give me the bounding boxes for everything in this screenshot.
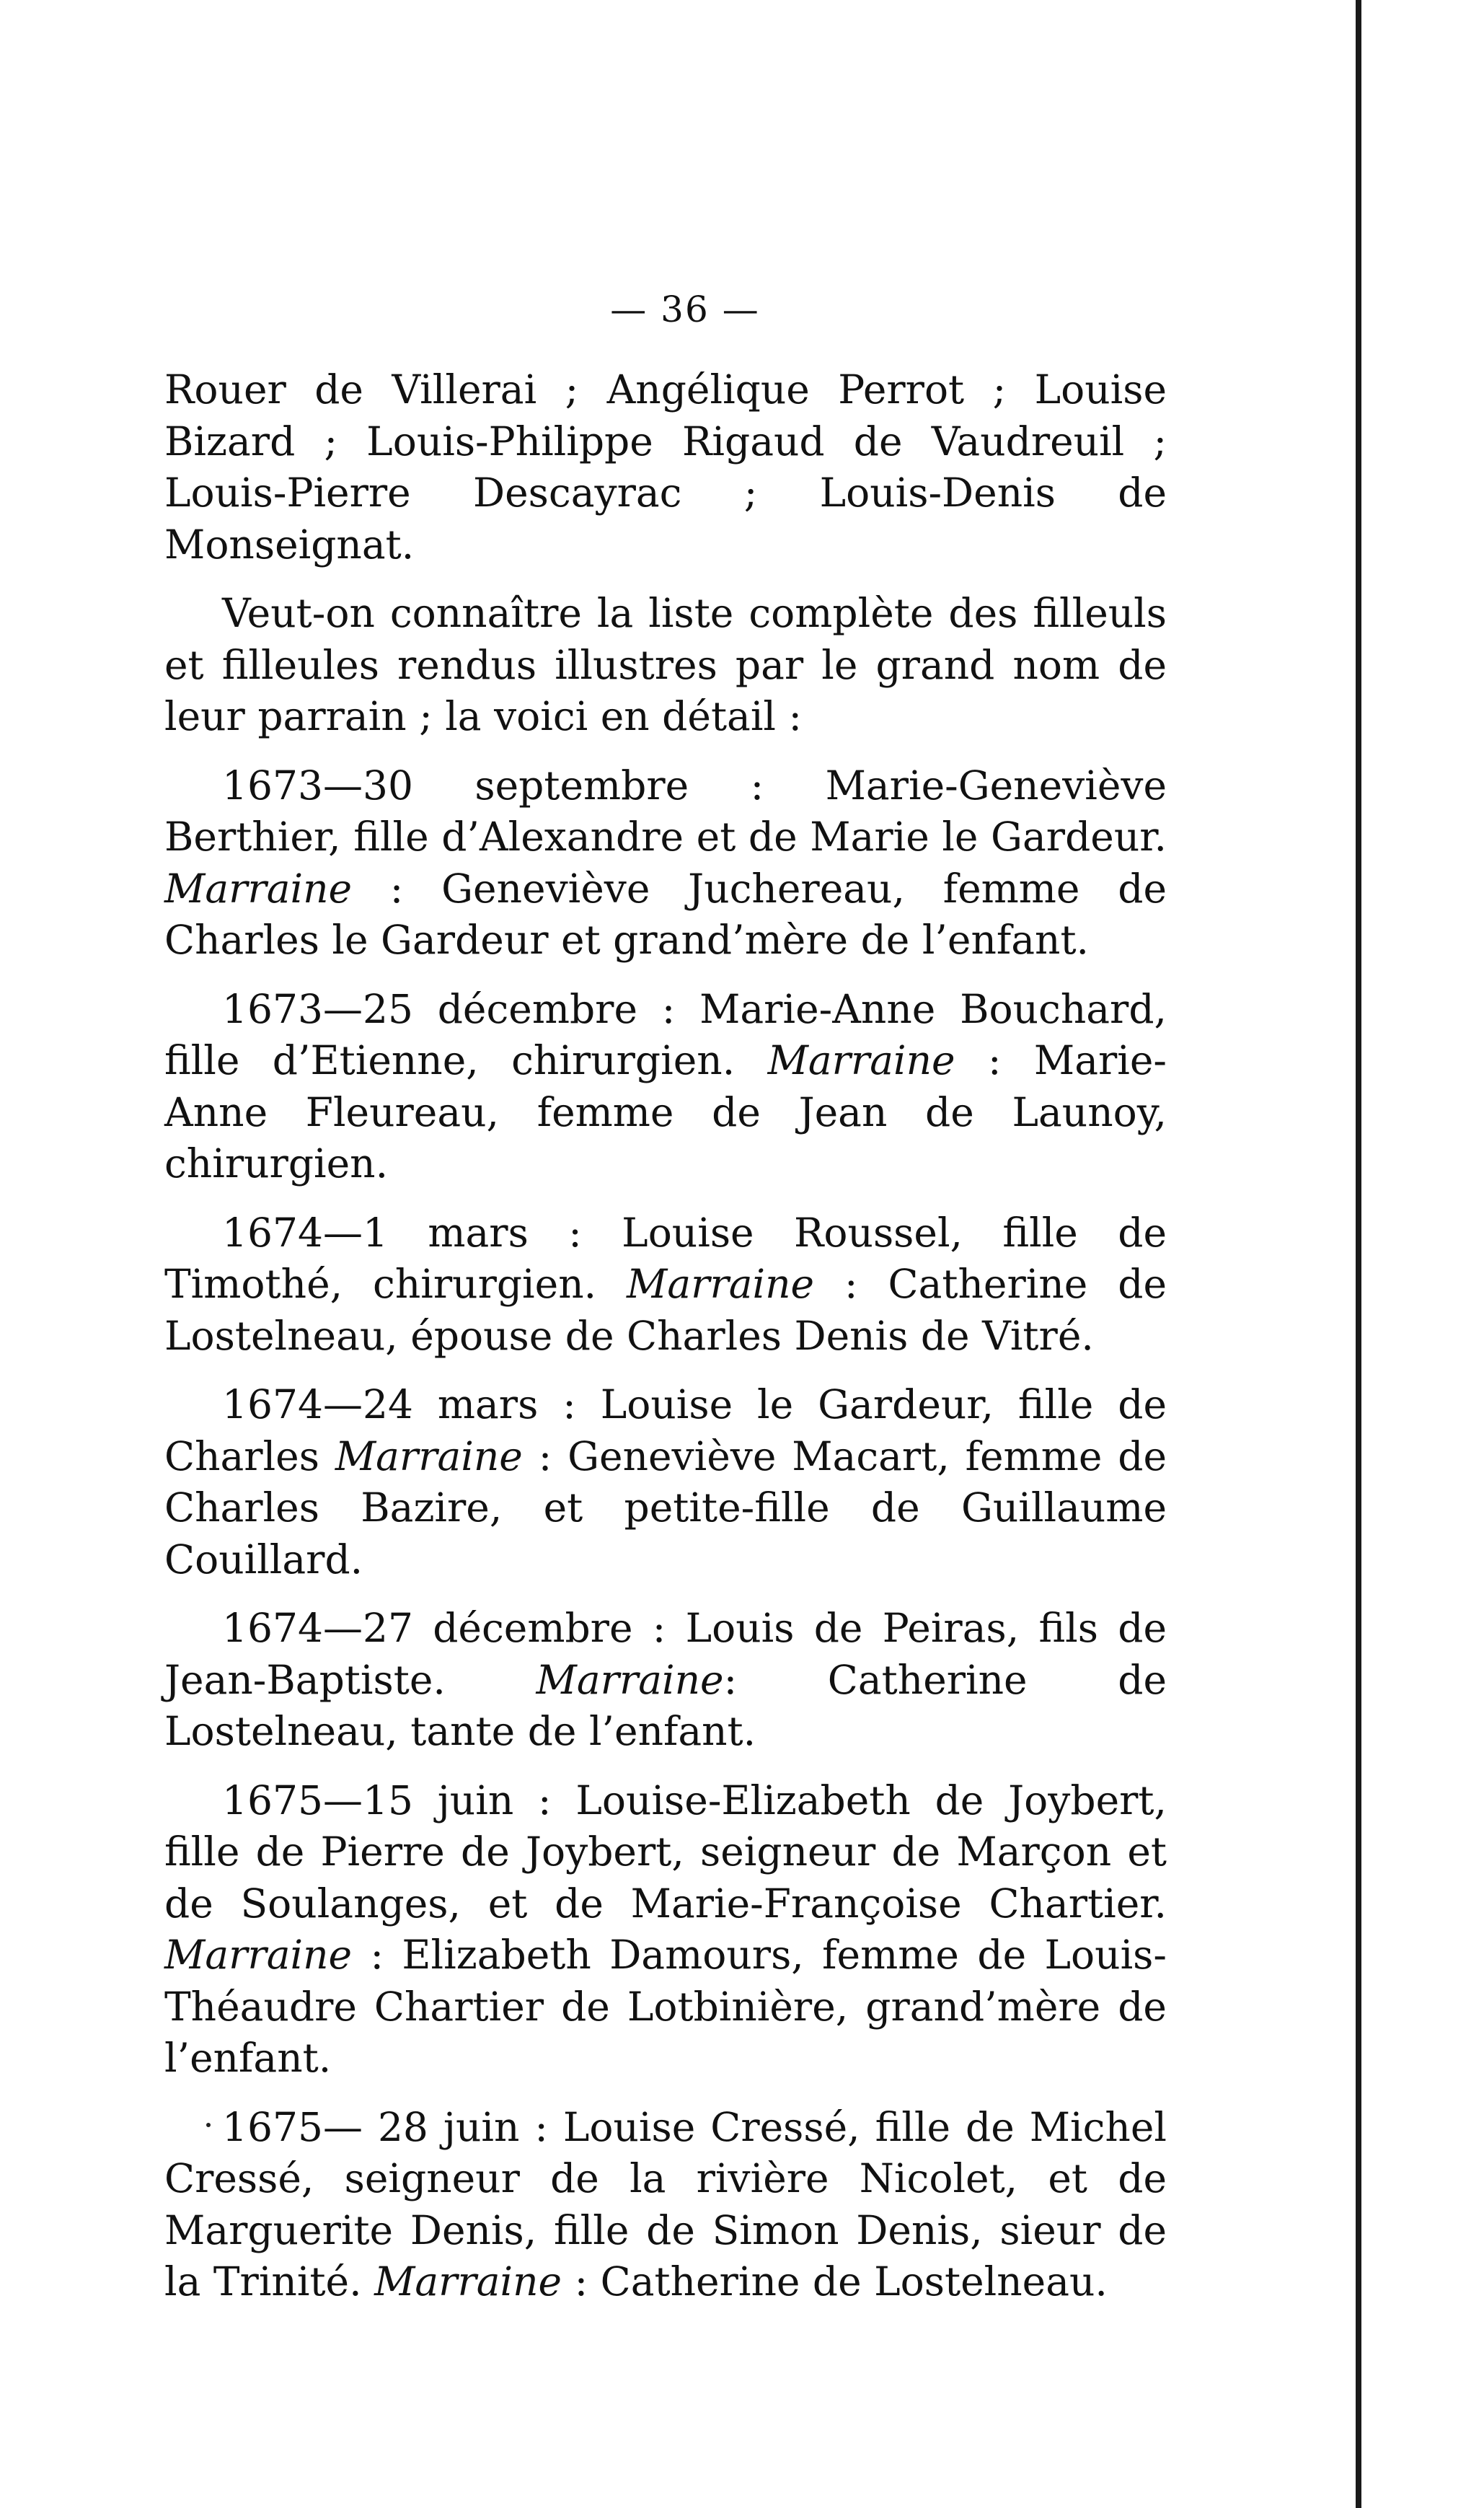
marraine-label: Marraine [536,1656,724,1703]
stray-ink-dot [206,2123,211,2127]
marraine-name: Catherine de Lostelneau, épouse de Charles Denis de Vitré. [164,1261,1167,1359]
marraine-name: Geneviève Macart, femme de Charles Bazire, et petite-fille de Guillaume Couillard. [164,1433,1167,1583]
baptism-entry: 1674—1 mars : Louise Roussel, fille de Timothé, chirurgien. Marraine : Catherine de Lostelneau, épouse de Charles Denis de Vitré. [164,1209,1167,1359]
marraine-name: Geneviève Juchereau, femme de Charles le Gardeur et grand’mère de l’enfant. [164,865,1167,963]
marraine-label: Marraine [767,1037,955,1083]
marraine-label: Marraine [164,1932,353,1978]
marraine-label: Marraine [164,865,353,912]
entry-text: Marie-Anne Bouchard, fille d’Etienne, chirurgien. [164,985,1167,1083]
entry-date: 1674—1 mars : [222,1209,582,1256]
entry-date: 1673—25 décembre : [222,985,676,1032]
marraine-label: Marraine [335,1433,523,1479]
baptism-entry: 1675—15 juin : Louise-Elizabeth de Joybert, fille de Pierre de Joybert, seigneur de Marçon et de Soulanges, et de Marie-Françoise Chartier. Marraine : Elizabeth Damours, femme de Louis-Théaudre Chartier de Lotbinière, grand’mère de l’enfant. [164,1777,1167,2081]
marraine-label: Marraine [627,1261,815,1307]
marraine-name: Marie-Anne Fleureau, femme de Jean de Launoy, chirurgien. [164,1037,1167,1187]
page-number: — 36 — [610,289,760,330]
intro-paragraph: Veut-on connaître la liste complète des filleuls et filleules rendus illustres par le grand nom de leur parrain ; la voici en détail : [164,590,1167,739]
marraine-label: Marraine [374,2258,562,2305]
entry-text: Louis de Peiras, fils de Jean-Baptiste. [164,1605,1167,1703]
entry-date: 1675—15 juin : [222,1777,552,1823]
baptism-entry: 1674—27 décembre : Louis de Peiras, fils de Jean-Baptiste. Marraine: Catherine de Lostelneau, tante de l’enfant. [164,1605,1167,1754]
entry-date: 1673—30 septembre : [222,762,764,809]
entry-text: Marie-Geneviève Berthier, fille d’Alexandre et de Marie le Gardeur. [164,762,1167,860]
baptism-entry: 1673—25 décembre : Marie-Anne Bouchard, fille d’Etienne, chirurgien. Marraine : Marie-Anne Fleureau, femme de Jean de Launoy, chirurgien. [164,985,1167,1187]
page-body [164,364,1167,2308]
entry-text: Louise Cressé, fille de Michel Cressé, seigneur de la rivière Nicolet, et de Marguerite Denis, fille de Simon Denis, sieur de la Trinité. [164,2103,1167,2305]
page-edge-rule [1356,0,1361,2508]
continuation-paragraph: Rouer de Villerai ; Angélique Perrot ; Louise Bizard ; Louis-Philippe Rigaud de Vaudreuil ; Louis-Pierre Descayrac ; Louis-Denis de Monseignat. [164,366,1167,568]
baptism-entry: 1674—24 mars : Louise le Gardeur, fille de Charles Marraine : Geneviève Macart, femme de Charles Bazire, et petite-fille de Guillaume Couillard. [164,1381,1167,1583]
baptism-entry: 1675— 28 juin : Louise Cressé, fille de Michel Cressé, seigneur de la rivière Nicolet, et de Marguerite Denis, fille de Simon Denis, sieur de la Trinité. Marraine : Catherine de Lostelneau. [164,2103,1167,2305]
entry-date: 1674—24 mars : [222,1381,576,1427]
entry-date: 1674—27 décembre : [222,1605,666,1651]
entry-text: Louise Roussel, fille de Timothé, chirurgien. [164,1209,1167,1307]
marraine-name: Elizabeth Damours, femme de Louis-Théaudre Chartier de Lotbinière, grand’mère de l’enfant. [164,1932,1167,2081]
marraine-name: Catherine de Lostelneau. [600,2258,1108,2305]
entry-date: 1675— 28 juin : [222,2103,548,2150]
entry-text: Louise le Gardeur, fille de Charles [164,1381,1167,1479]
entry-text: Louise-Elizabeth de Joybert, fille de Pierre de Joybert, seigneur de Marçon et de Soulanges, et de Marie-Françoise Chartier. [164,1777,1167,1927]
marraine-name: Catherine de Lostelneau, tante de l’enfant. [164,1656,1167,1754]
baptism-entry: 1673—30 septembre : Marie-Geneviève Berthier, fille d’Alexandre et de Marie le Gardeur. Marraine : Geneviève Juchereau, femme de Charles le Gardeur et grand’mère de l’enfant. [164,762,1167,963]
